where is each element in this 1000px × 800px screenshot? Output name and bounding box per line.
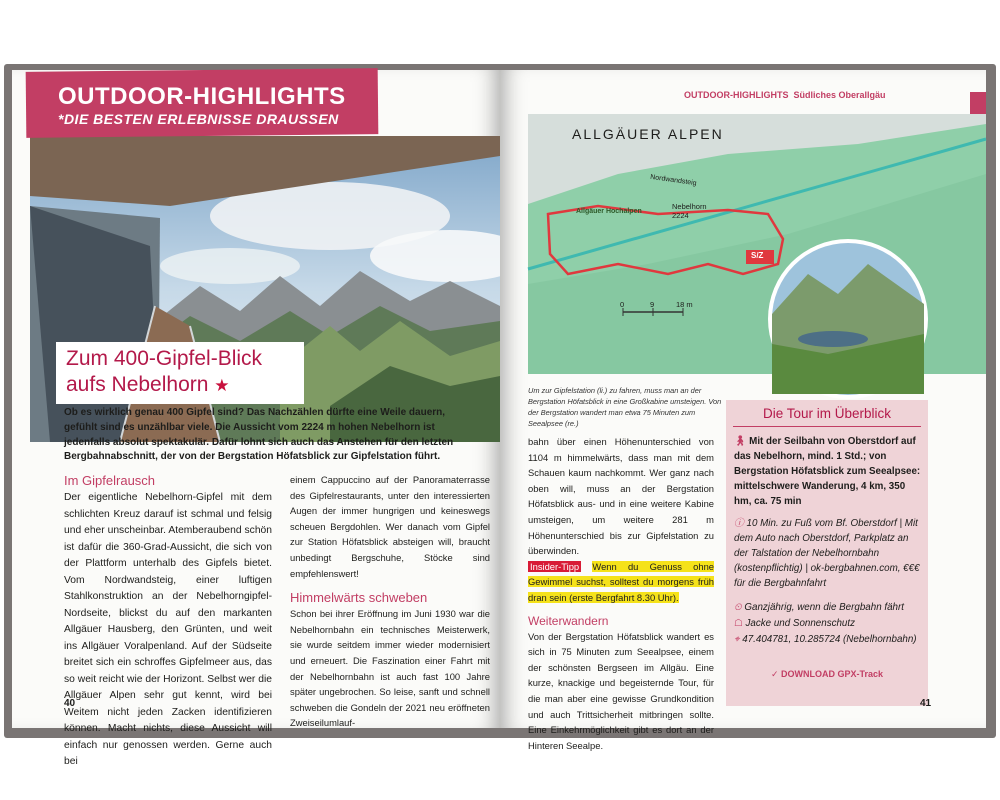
left-page [12,70,500,767]
column-2-text-2: Schon bei ihrer Eröffnung im Juni 1930 war die Nebelhornbahn ein technisches Meisterwerk, sie wurde seitdem immer wieder modernisiert und erneuert. Die Faszination einer Fahrt mit der Nebelhornbahn ist auch fast 100 Jahre später ungebrochen. So leise, sanft und schnell schweben die Gondeln der 2021 neu eröffneten Zweiseilumlauf- [290,608,490,729]
backpack-icon: ☖ [734,618,743,629]
star-icon: ★ [214,376,230,395]
download-icon: ✓ [770,669,779,679]
tour-coords-text: 47.404781, 10.285724 (Nebelhornbahn) [742,634,917,645]
tour-divider [733,426,921,427]
heading-line-2-text: aufs Nebelhorn [66,373,209,396]
banner-title: OUTDOOR-HIGHLIGHTS [58,83,346,110]
map-start-label: S/Z [751,251,764,260]
left-column-1 [64,473,272,771]
map-title: ALLGÄUER ALPEN [572,126,724,142]
left-column-2 [290,472,490,731]
right-column-text-1: bahn über einen Höhenunterschied von 1104 m himmelwärts, dass man mit dem Schauen kaum nachkommt. Wer ganz nach oben will, muss an der Bergstation Höfatsblick aus- und in eine weitere Kabine umsteigen, um weitere 281 m Höhenunterschied bis zur Gipfelstation zu überwinden. [528,436,714,557]
map-label-hochalpen: Allgäuer Hochalpen [576,208,642,215]
info-icon: ⓘ [734,518,744,529]
scale-label-18: 18 m [676,300,693,309]
tour-gear [734,616,922,631]
column-2-text-1: einem Cappuccino auf der Panoramaterrasse des Gipfelrestaurants, unter den interessierten Augen der immer hungrigen und keineswegs scheuen Bergdohlen. Wer danach vom Gipfel zur Station Höfatsblick absteigen will, braucht unbedingt Bergschuhe, Stöcke sind empfehlenswert! [290,474,490,579]
running-head-section: OUTDOOR-HIGHLIGHTS [684,90,789,100]
running-head [684,90,886,100]
pin-icon: ⌖ [734,634,740,645]
insider-tip-label: Insider-Tipp [530,560,580,572]
heading-line-2 [66,372,306,399]
insider-tip [528,559,714,606]
page-number-right: 41 [920,698,932,709]
gpx-download-link[interactable] [726,669,928,680]
clock-icon: ⏲ [734,602,742,613]
right-column-1 [528,434,714,753]
page-number-left: 40 [64,698,76,709]
tour-coords [734,632,922,647]
map-peak-name: Nebelhorn [672,202,707,211]
banner-subtitle: *DIE BESTEN ERLEBNISSE DRAUSSEN [58,111,339,127]
insider-tip-text: Wenn du Genuss ohne Gewimmel suchst, solltest du morgens früh dran sein (erste Bergfahrt 8.30 Uhr). [528,560,714,603]
hiker-icon: 🚶︎ [734,436,747,447]
tour-route-text: Mit der Seilbahn von Oberstdorf auf das Nebelhorn, mind. 1 Std.; von Bergstation Höfatsblick zum Seealpsee: mittelschwere Wanderung, 4 km, 350 hm, ca. 75 min [734,436,921,507]
tour-route [734,434,922,509]
tour-title: Die Tour im Überblick [762,406,892,421]
scale-label-0: 0 [620,300,625,309]
tour-info [734,516,922,591]
tour-season [734,600,922,615]
gpx-download-label: DOWNLOAD GPX-Track [781,669,884,679]
map-peak-label [672,202,707,220]
right-column-text-2: Von der Bergstation Höfatsblick wandert es sich in 75 Minuten zum Seealpsee, einem der schönsten Bergseen im Allgäu. Eine kurze, knackige und begeisternde Tour, für die man aber eine gewisse Grundkondition und auch Trittsicherheit mitbringen sollte. Eine Einkehrmöglichkeit gibt es dort an der Hinteren Seealpe. [528,630,714,751]
scale-label-9: 9 [650,300,655,309]
subheading-gipfelrausch: Im Gipfelrausch [64,473,156,488]
column-1-text: Der eigentliche Nebelhorn-Gipfel mit dem schlichten Kreuz darauf ist schmal und felsig und eher unscheinbar. Atemberaubend schön ist dafür die 360-Grad-Aussicht, die sich von der Plattform unterhalb des Gipfels bietet. Vom Nordwandsteig, einer luftigen Stahlkonstruktion an der Nebelhorngipfel-Nordseite, blickst du auf den markanten Allgäuer Hausberg, den Grünten, und weit ins Allgäuer Voralpenland. Auf der Südseite breitet sich ein schroffes Gipfelmeer aus, das so weit reicht wie der Horizont. Selbst wer die Allgäuer Alpen sehr gut kennt, wird bei Weitem nicht jeden Zacken identifizieren können. Macht nichts, diese Aussicht will einfach nur genossen werden. Gerne auch bei [64,492,272,767]
route-map [528,114,986,374]
map-caption: Um zur Gipfelstation (li.) zu fahren, muss man an der Bergstation Höfatsblick in eine Großkabine umsteigen. Von der Bergstation wandert man etwa 75 Minuten zum Seealpsee (re.) [528,386,722,428]
tour-overview-box [726,400,928,706]
lead-paragraph: Ob es wirklich genau 400 Gipfel sind? Das Nachzählen dürfte eine Weile dauern, gefühlt sind es unzählbar viele. Die Aussicht vom 2224 m hohen Nebelhorn ist jedenfalls absolut spektakulär. Dafür lohnt sich auch das Anstehen für den letzten Bergbahnabschnitt, der von der Bergstation Höfatsblick zur Gipfelstation führt. [64,407,454,463]
map-label-nordwandsteig: Nordwandsteig [649,173,697,188]
subheading-himmelwaerts: Himmelwärts schweben [290,590,428,606]
article-heading [66,346,306,399]
tour-gear-text: Jacke und Sonnenschutz [745,618,856,629]
map-peak-height: 2224 [672,211,689,220]
heading-line-1: Zum 400-Gipfel-Blick [66,347,263,370]
running-head-region: Südliches Oberallgäu [793,90,886,100]
tour-info-text: 10 Min. zu Fuß vom Bf. Oberstdorf | Mit dem Auto nach Oberstdorf, Parkplatz an der Talstation der Nebelhornbahn (kostenpflichtig) | ok-bergbahnen.com, €€€ für die Bergbahnfahrt [734,518,920,589]
right-page [500,70,986,751]
tour-season-text: Ganzjährig, wenn die Bergbahn fährt [744,602,904,613]
subheading-weiterwandern: Weiterwandern [528,613,609,628]
